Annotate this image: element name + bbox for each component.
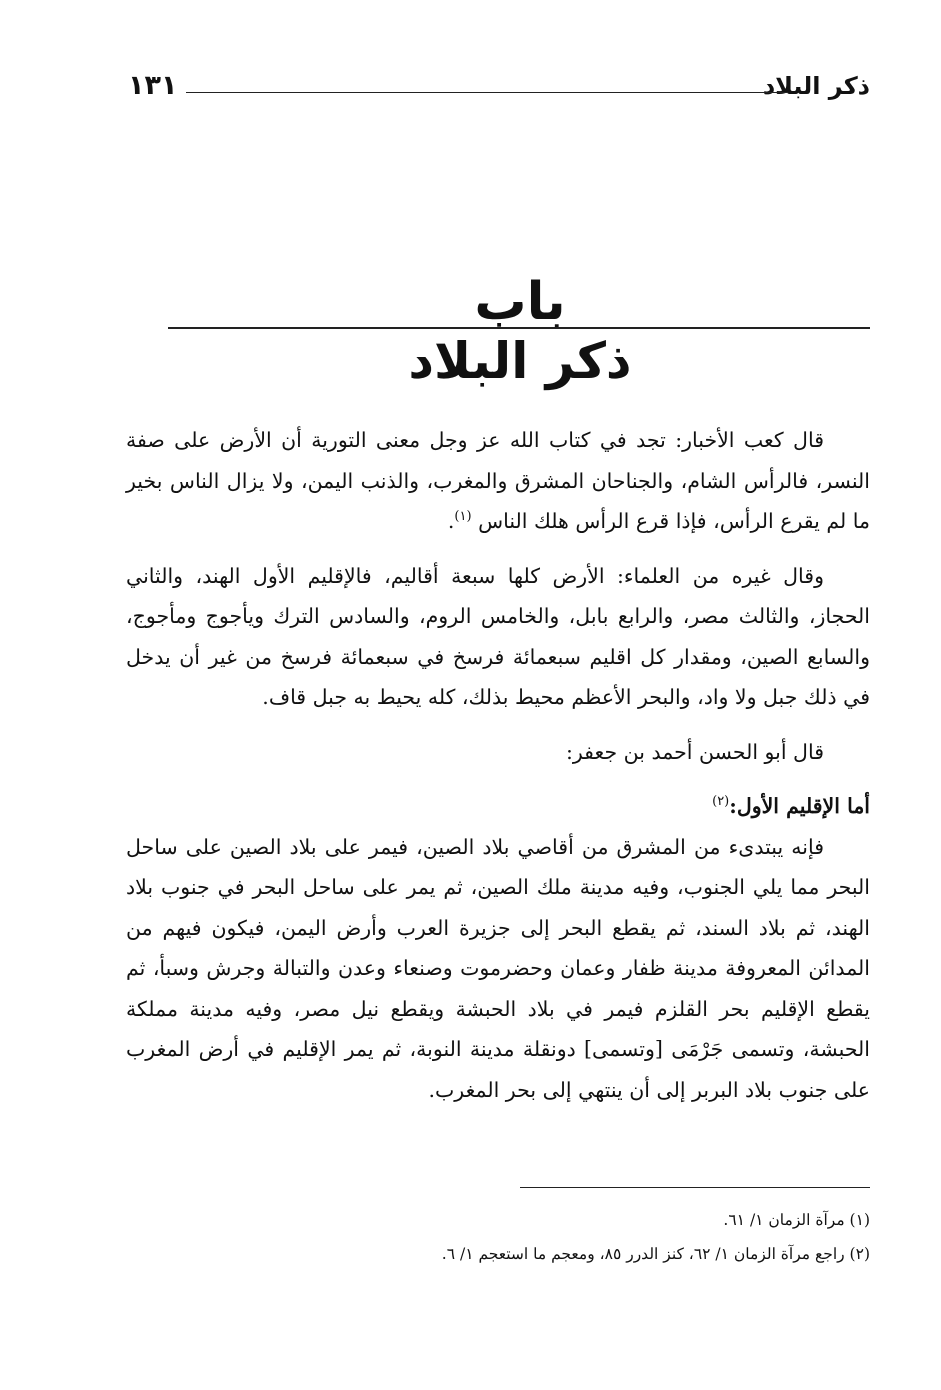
chapter-title: ذكر البلاد xyxy=(408,332,632,390)
running-title: ذكر البلاد xyxy=(762,72,870,100)
paragraph-kaab xyxy=(126,420,870,542)
footnote-2: (٢) راجع مرآة الزمان ١/ ٦٢، كنز الدرر ٨٥، ومعجم ما استعجم ١/ ٦. xyxy=(441,1245,870,1263)
paragraph-climates: وقال غيره من العلماء: الأرض كلها سبعة أقاليم، فالإقليم الأول الهند، والثاني الحجاز، والثالث مصر، والرابع بابل، والخامس الروم، والسادس الترك ويأجوج ومأجوج، والسابع الصين، ومقدار كل اقليم سبعمائة فرسخ في سبعمائة فرسخ من غير أن يدخل في ذلك جبل ولا واد، والبحر الأعظم محيط بذلك، كله يحيط به جبل قاف. xyxy=(126,563,870,709)
section-heading-text: أما الإقليم الأول: xyxy=(729,794,870,818)
paragraph-attribution: قال أبو الحسن أحمد بن جعفر: xyxy=(565,739,824,764)
section-heading xyxy=(126,786,870,827)
paragraph-text: قال كعب الأخبار: تجد في كتاب الله عز وجل معنى التورية أن الأرض على صفة النسر، فالرأس الشام، والجناحان المشرق والمغرب، والذنب اليمن، ولا يزال الناس بخير ما لم يقرع الرأس، فإذا قرع الرأس هلك الناس xyxy=(126,428,870,533)
footnotes xyxy=(126,1203,870,1271)
footnote-rule xyxy=(520,1187,870,1188)
body-text xyxy=(126,420,870,1110)
footnote-1: (١) مرآة الزمان ١/ ٦١. xyxy=(723,1211,870,1229)
running-header xyxy=(128,70,870,110)
footnote-ref-1: (١) xyxy=(454,509,472,525)
header-rule xyxy=(186,92,788,93)
paragraph-first-climate: فإنه يبتدىء من المشرق من أقاصي بلاد الصين، فيمر على بلاد الصين على ساحل البحر مما يلي الجنوب، وفيه مدينة ملك الصين، ثم يمر على ساحل البحر في جنوب بلاد الهند، ثم بلاد السند، ثم يقطع البحر إلى جزيرة العرب وأرض اليمن، فيكون فيهم من المدائن المعروفة مدينة ظفار وعمان وحضرموت وصنعاء وعدن والتبالة وجرش وسبأ، ثم يقطع الإقليم بحر القلزم فيمر في بلاد الحبشة ويقطع نيل مصر، وفيه مدينة مملكة الحبشة، وتسمى جَرْمَى [وتسمى] دونقلة مدينة النوبة، ثم يمر الإقليم في أرض المغرب على جنوب بلاد البربر إلى أن ينتهي إلى بحر المغرب. xyxy=(126,834,870,1102)
footnote-ref-2: (٢) xyxy=(712,794,730,810)
chapter-kind: باب xyxy=(474,272,566,332)
page-number: ١٣١ xyxy=(128,70,178,101)
chapter-rule xyxy=(168,327,870,329)
paragraph-end: . xyxy=(447,509,455,533)
